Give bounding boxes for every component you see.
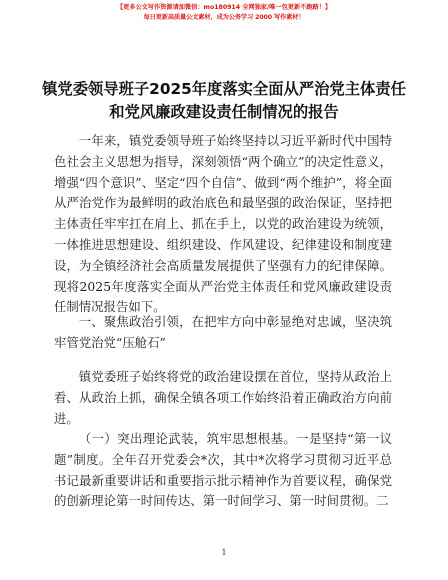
document-title: 镇党委领导班子2025年度落实全面从严治党主体责任和党风廉政建设责任制情况的报告 [42, 80, 406, 121]
section-heading-1: 一、聚焦政治引领，在把牢方向中彰显绝对忠诚，坚决筑牢管党治党“压舱石” [54, 314, 392, 350]
section-1-paragraph: 镇党委班子始终将党的政治建设摆在首位，坚持从政治上看、从政治上抓，确保全镇各项工作始终沿着正确政治方向前进。 [54, 369, 392, 426]
banner-line-2: 每日更新高质量公文素材，成为公务学习 2000 写作素材！ [143, 14, 305, 21]
banner-line-1: 【更多公文写作资源请加微信：mo180914 全网独家/唯一包更新不跑路！】 [116, 4, 332, 11]
intro-paragraph: 一年来，镇党委领导班子始终坚持以习近平新时代中国特色社会主义思想为指导，深刻领悟“两个确立”的决定性意义，增强“四个意识”、坚定“四个自信”、做到“两个维护”，将全面从严治党作为最鲜明的政治底色和最坚强的政治保证，坚持把主体责任牢牢扛在肩上、抓在手上，以党的政治建设为统领，一体推进思想建设、组织建设、作风建设、纪律建设和制度建设，为全镇经济社会高质量发展提供了坚强有力的纪律保障。现将2025年度落实全面从严治党主体责任和党风廉政建设责任制情况报告如下。 [54, 133, 392, 315]
promo-banner [0, 3, 448, 23]
page-number: 1 [221, 548, 227, 557]
subsection-1-paragraph: （一）突出理论武装，筑牢思想根基。一是坚持“第一议题”制度。全年召开党委会*次，其中*次将学习贯彻习近平总书记最新重要讲话和重要指示批示精神作为首要议程，确保党的创新理论第一时间传达、第一时间学习、第一时间贯彻。二 [54, 431, 392, 509]
